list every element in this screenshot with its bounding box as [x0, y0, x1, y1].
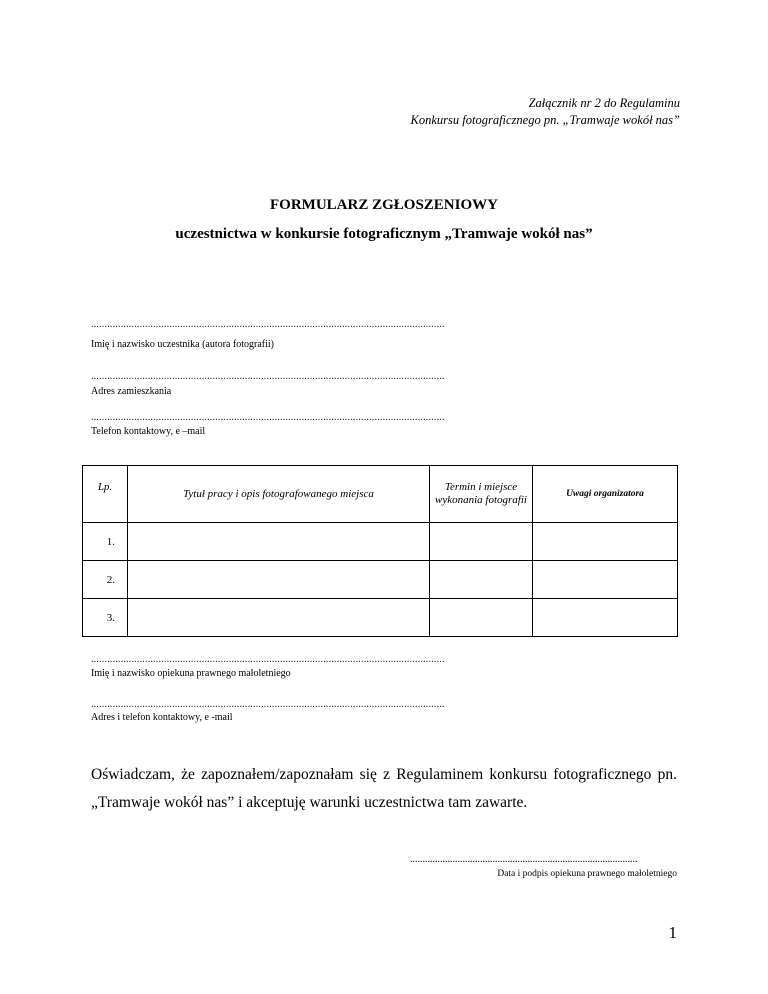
title-cell[interactable] [128, 599, 430, 637]
guardian-name-caption: Imię i nazwisko opiekuna prawnego małoletniego [91, 668, 291, 679]
term-cell[interactable] [430, 523, 533, 561]
table-row [83, 523, 678, 561]
form-title: FORMULARZ ZGŁOSZENIOWY [270, 197, 498, 213]
header-notes: Uwagi organizatora [533, 466, 678, 523]
guardian-name-field[interactable]: ................................................................................................................................... [91, 655, 445, 665]
annex-line-1: Załącznik nr 2 do Regulaminu [528, 96, 680, 110]
header-term: Termin i miejsce wykonania fotografii [430, 466, 533, 523]
row-number: 3. [83, 599, 128, 637]
title-cell[interactable] [128, 523, 430, 561]
signature-caption: Data i podpis opiekuna prawnego małoletniego [497, 869, 677, 879]
table-row [83, 599, 678, 637]
participant-name-caption: Imię i nazwisko uczestnika (autora fotografii) [91, 339, 274, 350]
phone-email-field[interactable]: ................................................................................................................................... [91, 413, 445, 423]
entries-table [82, 465, 678, 637]
form-subtitle: uczestnictwa w konkursie fotograficznym „Tramwaje wokół nas” [175, 226, 593, 242]
notes-cell[interactable] [533, 561, 678, 599]
table-header-row [83, 466, 678, 523]
phone-email-caption: Telefon kontaktowy, e –mail [91, 426, 206, 437]
header-lp: Lp. [83, 466, 128, 523]
header-title: Tytuł pracy i opis fotografowanego miejsca [128, 466, 430, 523]
page-number: 1 [668, 923, 677, 942]
annex-line-2: Konkursu fotograficznego pn. „Tramwaje wokół nas” [410, 113, 680, 127]
guardian-contact-caption: Adres i telefon kontaktowy, e -mail [91, 712, 233, 723]
annex-note [411, 95, 680, 129]
notes-cell[interactable] [533, 599, 678, 637]
term-cell[interactable] [430, 599, 533, 637]
term-cell[interactable] [430, 561, 533, 599]
row-number: 2. [83, 561, 128, 599]
declaration-statement: Oświadczam, że zapoznałem/zapoznałam się z Regulaminem konkursu fotograficznego pn. „Tramwaje wokół nas” i akceptuję warunki uczestnictwa tam zawarte. [91, 766, 677, 811]
address-caption: Adres zamieszkania [91, 386, 172, 397]
signature-field[interactable]: ........................................................................................... [410, 855, 638, 865]
address-field[interactable]: ................................................................................................................................... [91, 372, 445, 382]
notes-cell[interactable] [533, 523, 678, 561]
title-cell[interactable] [128, 561, 430, 599]
guardian-contact-field[interactable]: ................................................................................................................................... [91, 700, 445, 710]
row-number: 1. [83, 523, 128, 561]
participant-name-field[interactable]: ................................................................................................................................... [91, 320, 445, 330]
table-row [83, 561, 678, 599]
